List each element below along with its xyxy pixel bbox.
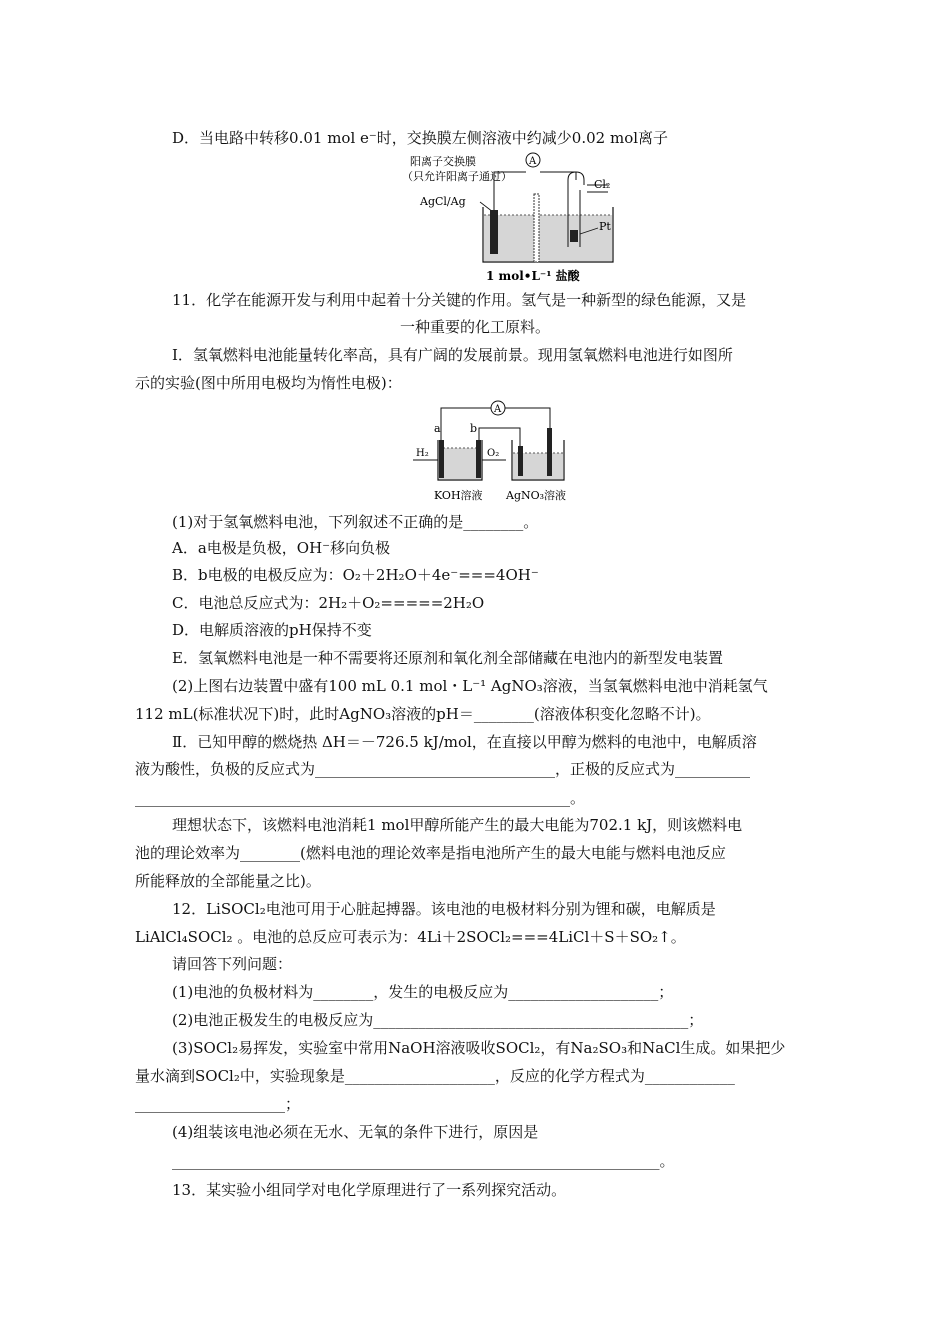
q11-part2-1: Ⅱ．已知甲醇的燃烧热 ΔH＝－726.5 kJ/mol，在直接以甲醇为燃料的电池中，电解质溶 [172, 733, 757, 751]
figure-fuel-cell [408, 398, 578, 506]
q10-option-d: D．当电路中转移0.01 mol e⁻时，交换膜左侧溶液中约减少0.02 mol离子 [172, 129, 669, 147]
q13-line-1: 13．某实验小组同学对电化学原理进行了一系列探究活动。 [172, 1181, 567, 1199]
ammeter-label: A [529, 156, 537, 167]
electrode-a-label: a [434, 422, 441, 435]
q11-part2-4: 理想状态下，该燃料电池消耗1 mol甲醇所能产生的最大电能为702.1 kJ，则该燃料电 [172, 816, 743, 834]
q11-part1-2: 示的实验(图中所用电极均为惰性电极)： [135, 374, 402, 392]
pt-electrode [570, 230, 578, 242]
agno3-label: AgNO₃溶液 [506, 489, 567, 502]
agno3-electrode-left [518, 446, 523, 476]
agcl-ag-electrode [490, 210, 498, 254]
solution-fill [484, 215, 612, 261]
q11-option-b: B．b电极的电极反应为：O₂＋2H₂O＋4e⁻===4OH⁻ [172, 566, 539, 584]
q11-option-d: D．电解质溶液的pH保持不变 [172, 621, 372, 639]
q11-intro-1: 11．化学在能源开发与利用中起着十分关键的作用。氢气是一种新型的绿色能源，又是 [172, 291, 747, 309]
q12-line-6: (3)SOCl₂易挥发，实验室中常用NaOH溶液吸收SOCl₂，有Na₂SO₃和NaCl生成。如果把少 [172, 1039, 786, 1057]
cl2-label: Cl₂ [594, 178, 611, 191]
q12-line-8: ____________________； [135, 1095, 301, 1113]
q12-line-10: _________________________________________________________________。 [172, 1152, 675, 1170]
q12-line-4: (1)电池的负极材料为________，发生的电极反应为____________________； [172, 983, 674, 1001]
electrode-a [439, 440, 444, 478]
electrode-b [476, 440, 481, 478]
agno3-electrode-right [547, 428, 552, 476]
membrane-note: （只允许阳离子通过） [408, 170, 512, 183]
q11-sub1: (1)对于氢氧燃料电池，下列叙述不正确的是________。 [172, 513, 539, 531]
solution-label: 1 mol•L⁻¹ 盐酸 [486, 269, 580, 283]
q12-line-7: 量水滴到SOCl₂中，实验现象是____________________，反应的化学方程式为____________ [135, 1067, 735, 1085]
q12-line-2: LiAlCl₄SOCl₂ 。电池的总反应可表示为：4Li＋2SOCl₂===4LiCl＋S＋SO₂↑。 [135, 928, 686, 946]
q12-line-9: (4)组装该电池必须在无水、无氧的条件下进行，原因是 [172, 1123, 539, 1141]
q12-line-5: (2)电池正极发生的电极反应为__________________________________________； [172, 1011, 704, 1029]
q11-option-e: E．氢氧燃料电池是一种不需要将还原剂和氧化剂全部储藏在电池内的新型发电装置 [172, 649, 723, 667]
q11-part2-6: 所能释放的全部能量之比)。 [135, 872, 321, 890]
q11-sub2-2: 112 mL(标准状况下)时，此时AgNO₃溶液的pH＝________(溶液体积变化忽略不计)。 [135, 705, 711, 723]
q11-part2-5: 池的理论效率为________(燃料电池的理论效率是指电池所产生的最大电能与燃料电池反应 [135, 844, 726, 862]
q12-line-1: 12．LiSOCl₂电池可用于心脏起搏器。该电池的电极材料分别为锂和碳，电解质是 [172, 900, 716, 918]
figure-exchange-membrane-cell [408, 152, 628, 287]
ammeter-label: A [494, 404, 502, 415]
membrane-label: 阳离子交换膜 [410, 155, 476, 168]
q11-intro-2: 一种重要的化工原料。 [399, 318, 550, 336]
electrode-left-label: AgCl/Ag [420, 195, 466, 208]
koh-label: KOH溶液 [434, 489, 483, 502]
h2-label: H₂ [416, 448, 429, 459]
exchange-membrane [534, 194, 539, 262]
o2-label: O₂ [487, 448, 500, 459]
q11-part1-1: Ⅰ．氢氧燃料电池能量转化率高，具有广阔的发展前景。现用氢氧燃料电池进行如图所 [172, 346, 733, 364]
q11-sub2-1: (2)上图右边装置中盛有100 mL 0.1 mol・L⁻¹ AgNO₃溶液，当氢氧燃料电池中消耗氢气 [172, 677, 768, 695]
q11-option-c: C．电池总反应式为：2H₂＋O₂=====2H₂O [172, 594, 485, 612]
pt-label: Pt [599, 220, 611, 233]
q11-part2-2: 液为酸性，负极的反应式为________________________________，正极的反应式为__________ [135, 760, 751, 778]
electrode-b-label: b [470, 422, 478, 435]
q12-line-3: 请回答下列问题： [172, 955, 293, 973]
q11-option-a: A．a电极是负极，OH⁻移向负极 [172, 539, 391, 557]
q11-part2-3: __________________________________________________________。 [135, 789, 586, 807]
